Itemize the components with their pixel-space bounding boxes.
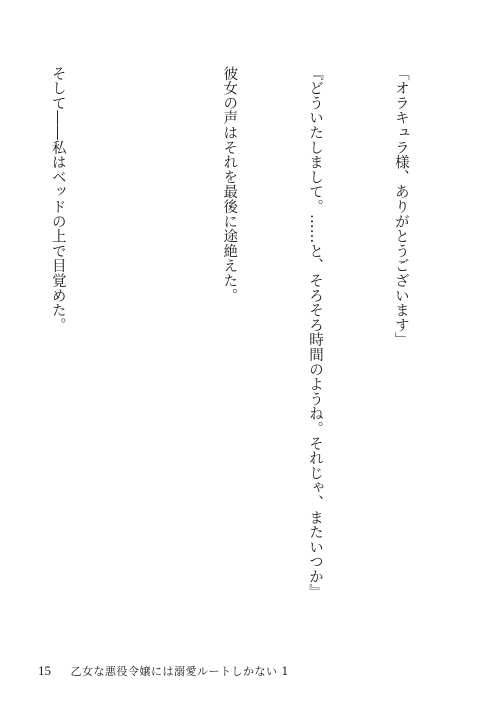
- text-line: 『どういたしまして。……と、そろそろ時間のようね。それじゃ、またいつか』: [307, 66, 324, 599]
- body-text: [0, 66, 472, 599]
- page-footer: [38, 663, 289, 679]
- text-line: そして――私はベッドの上で目覚めた。: [49, 66, 66, 333]
- text-line: 彼女の声はそれを最後に途絶えた。: [221, 66, 238, 303]
- text-line: 「オラキュラ様、ありがとうございます」: [392, 66, 409, 348]
- running-title: 乙女な悪役令嬢には溺愛ルートしかない 1: [70, 665, 289, 678]
- page-number: 15: [38, 663, 51, 678]
